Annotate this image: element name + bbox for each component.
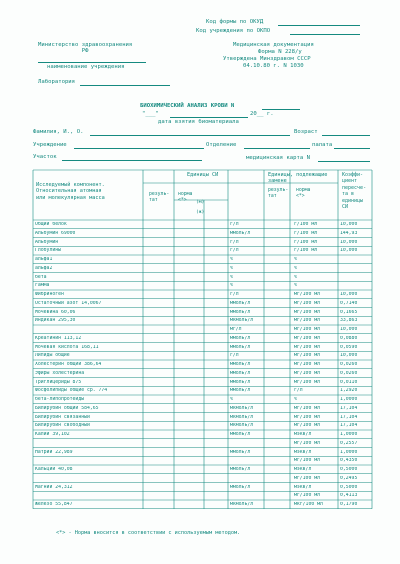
row-old-unit: мг/100 мл [294,475,320,481]
row-si-unit: мкмоль/л [230,502,254,507]
row-old-unit: % [294,283,297,289]
row-result-cell[interactable] [144,467,164,473]
row-norm-cell[interactable] [175,406,195,412]
row-old-unit: г/л [294,388,303,394]
row-old-unit: % [294,397,297,402]
row-result-cell[interactable] [144,476,164,482]
row-si-unit: ммоль/л [230,230,251,236]
row-result2-cell[interactable] [265,397,285,403]
row-result2-cell[interactable] [265,336,285,342]
footnote: <*> - Норма вносится в соответствии с используемым методом. [56,530,241,536]
row-coefficient: 1,0000 [340,432,358,437]
row-si-unit: % [230,397,233,402]
row-old-unit: мг/100 мл [294,344,320,350]
row-old-unit: мг/100 мл [294,405,320,411]
row-coefficient: 144,93 [340,230,358,236]
row-result2-cell[interactable] [265,301,285,307]
row-coefficient: 10,000 [340,222,358,227]
row-result-cell[interactable] [144,283,164,289]
row-result-cell[interactable] [144,248,164,254]
row-old-unit: % [294,257,297,262]
approved-date: 04.10.80 г. N 1030 [243,63,304,69]
row-norm-cell[interactable] [175,415,195,421]
row-old-unit: мэкв/л [294,432,312,437]
row-result2-cell[interactable] [265,432,285,438]
row-coefficient: 0,0260 [340,362,358,367]
row-result2-cell[interactable] [265,353,285,359]
row-component: Креатинин 113,12 [35,335,82,341]
row-coefficient: 0,1790 [340,502,358,507]
row-norm-cell[interactable] [175,380,195,386]
row-norm-cell[interactable] [175,432,195,438]
row-norm-cell[interactable] [175,266,195,272]
row-result2-cell[interactable] [265,502,285,508]
row-norm-cell[interactable] [175,441,195,447]
row-coefficient: 0,2495 [340,475,358,481]
row-si-unit: % [230,265,233,271]
row-result-cell[interactable] [144,222,164,228]
row-result-cell[interactable] [144,423,164,429]
row-si-unit: ммоль/л [230,449,251,455]
row-result-cell[interactable] [144,231,164,237]
row-result2-cell[interactable] [265,458,285,464]
row-norm-cell[interactable] [175,388,195,394]
row-result-cell[interactable] [144,266,164,272]
row-si-unit: ммоль/л [230,300,251,306]
row-old-unit: мг/100 мл [294,423,320,429]
row-old-unit: мг/100 мл [294,335,320,341]
row-old-unit: мэкв/л [294,484,312,490]
row-result2-cell[interactable] [265,493,285,499]
col-coef-header: Коэффи- циент пересче- та в единицы СИ [342,172,367,211]
row-coefficient: 0,4113 [340,493,358,499]
row-norm-cell[interactable] [175,458,195,464]
card-label: медицинская карта N [246,155,310,161]
row-old-unit: мэкв/л [294,467,312,472]
row-norm-cell[interactable] [175,231,195,237]
row-result2-cell[interactable] [265,380,285,386]
row-si-unit: мг/л [230,327,242,332]
row-result-cell[interactable] [144,257,164,263]
row-result-cell[interactable] [144,380,164,386]
row-si-unit: % [230,283,233,289]
row-component: Фосфолипиды общие ср. 774 [35,388,108,394]
row-coefficient: 1,0000 [340,449,358,455]
row-si-unit: мкмоль/л [230,318,254,324]
row-result-cell[interactable] [144,502,164,508]
ministry-label: Министерство здравоохранения РФ [38,42,133,54]
row-result2-cell[interactable] [265,310,285,316]
district-label: Участок [33,154,57,160]
row-norm-cell[interactable] [175,292,195,298]
row-norm-cell[interactable] [175,240,195,246]
row-norm-cell[interactable] [175,485,195,491]
row-component: Глобулины [35,248,61,254]
row-result-cell[interactable] [144,310,164,316]
row-norm-cell[interactable] [175,467,195,473]
row-coefficient: 10,000 [340,239,358,245]
row-norm-cell[interactable] [175,397,195,403]
row-component: Калий 39,102 [35,432,70,437]
row-component: Альбумин 69000 [35,230,76,236]
row-si-unit: ммоль/л [230,335,251,341]
row-result-cell[interactable] [144,397,164,403]
row-old-unit: мг/100 мл [294,353,320,359]
row-result-cell[interactable] [144,327,164,333]
row-result2-cell[interactable] [265,485,285,491]
row-norm-cell[interactable] [175,222,195,228]
col-replaced-header: Единицы, подлежащие замене [268,172,328,185]
row-si-unit: г/л [230,222,239,227]
institution-label: наименование учреждения [47,64,125,70]
col-norm-m-header: (м) [196,200,205,205]
row-norm-cell[interactable] [175,450,195,456]
col-si-header: Единицы СИ [187,172,219,178]
row-coefficient: 0,5000 [340,467,358,472]
row-norm-cell[interactable] [175,301,195,307]
row-coefficient: 0,0590 [340,344,358,350]
ward-label: палата [312,142,333,148]
med-doc-label: Медицинская документация [233,42,314,48]
row-si-unit: % [230,257,233,262]
row-coefficient: 0,5000 [340,484,358,490]
row-si-unit: ммоль/л [230,388,251,394]
row-coefficient: 0,0880 [340,335,358,341]
row-result2-cell[interactable] [265,318,285,324]
row-norm-cell[interactable] [175,327,195,333]
row-si-unit: % [230,274,233,280]
row-norm-cell[interactable] [175,371,195,377]
row-norm-cell[interactable] [175,336,195,342]
row-result2-cell[interactable] [265,266,285,272]
row-si-unit: ммоль/л [230,370,251,376]
row-si-unit: ммоль/л [230,362,251,367]
row-component: бета [35,274,47,280]
row-old-unit: мг/100 мл [294,440,320,446]
row-norm-cell[interactable] [175,318,195,324]
row-old-unit: мг/100 мл [294,379,320,385]
row-component: Общий белок [35,222,67,227]
row-si-unit: ммоль/л [230,344,251,350]
row-coefficient: 10,000 [340,292,358,297]
row-result2-cell[interactable] [265,345,285,351]
row-result-cell[interactable] [144,458,164,464]
okud-label: Код формы по ОКУД [206,19,264,25]
date-day: "___" [142,111,159,117]
row-component: Мочевая кислота 168,11 [35,344,99,350]
row-si-unit: ммоль/л [230,379,251,385]
date-year: 20__ г. [250,111,274,117]
row-component: Триглицериды 875 [35,379,82,385]
row-norm-cell[interactable] [175,275,195,281]
row-component: бета-липопротеиды [35,397,85,402]
row-result-cell[interactable] [144,450,164,456]
row-result2-cell[interactable] [265,275,285,281]
row-old-unit: мг/100 мл [294,300,320,306]
col-result-header: резуль- тат [149,192,170,203]
row-si-unit: г/л [230,239,239,245]
row-result-cell[interactable] [144,353,164,359]
row-result-cell[interactable] [144,485,164,491]
row-old-unit: мг/100 мл [294,370,320,376]
row-norm-cell[interactable] [175,353,195,359]
row-result-cell[interactable] [144,336,164,342]
row-si-unit: мкмоль/л [230,423,254,429]
row-si-unit: ммоль/л [230,484,251,490]
row-result-cell[interactable] [144,362,164,368]
col-norm-j-header: (ж) [196,210,205,215]
row-old-unit: г/100 мл [294,230,318,236]
row-coefficient: 0,0260 [340,370,358,376]
row-result2-cell[interactable] [265,467,285,473]
row-component: Остаточный азот 14,0067 [35,300,102,306]
row-old-unit: г/100 мл [294,222,318,227]
row-component: альфа1 [35,257,53,262]
row-component: Индикан 295,30 [35,318,76,324]
col-component-header: Исследуемый компонент. Относительная атомная или молекулярная масса [36,182,105,201]
row-old-unit: мг/100 мл [294,458,320,464]
row-result2-cell[interactable] [265,415,285,421]
row-result-cell[interactable] [144,345,164,351]
fio-label: Фамилия, И., О. [33,129,84,135]
row-coefficient: 0,4350 [340,458,358,464]
row-norm-cell[interactable] [175,248,195,254]
row-old-unit: мг/100 мл [294,292,320,297]
row-si-unit: мкмоль/л [230,414,254,420]
row-result2-cell[interactable] [265,406,285,412]
row-old-unit: % [294,274,297,280]
row-result2-cell[interactable] [265,476,285,482]
row-coefficient: 1,0000 [340,397,358,402]
row-result2-cell[interactable] [265,283,285,289]
row-result2-cell[interactable] [265,371,285,377]
row-result2-cell[interactable] [265,388,285,394]
row-result-cell[interactable] [144,240,164,246]
row-result-cell[interactable] [144,441,164,447]
row-component: Фибриноген [35,292,64,297]
row-coefficient: 10,000 [340,353,358,359]
row-result-cell[interactable] [144,415,164,421]
row-component: гамма [35,283,50,289]
row-norm-cell[interactable] [175,423,195,429]
col-norm-header: норма <*> [178,192,193,203]
row-result2-cell[interactable] [265,231,285,237]
document-title: БИОХИМИЧЕСКИЙ АНАЛИЗ КРОВИ N [140,103,235,109]
row-old-unit: мг/100 мл [294,414,320,420]
row-coefficient: 0,7140 [340,300,358,306]
row-coefficient: 17,104 [340,414,358,420]
row-norm-cell[interactable] [175,257,195,263]
row-component: Билирубин свободный [35,423,90,429]
row-si-unit: г/л [230,248,239,254]
row-old-unit: мг/100 мл [294,493,320,499]
row-si-unit: ммоль/л [230,432,251,437]
row-norm-cell[interactable] [175,310,195,316]
row-old-unit: % [294,265,297,271]
row-si-unit: мкмоль/л [230,405,254,411]
row-result-cell[interactable] [144,371,164,377]
row-si-unit: г/л [230,353,239,359]
row-old-unit: мэкв/л [294,449,312,455]
row-result-cell[interactable] [144,406,164,412]
row-result2-cell[interactable] [265,222,285,228]
row-old-unit: мг/100 мл [294,318,320,324]
row-coefficient: 0,2557 [340,440,358,446]
age-label: Возраст [294,129,318,135]
okpo-label: Код учреждения по ОКПО [196,28,271,34]
row-coefficient: 17,104 [340,405,358,411]
row-component: Альбумин [35,239,59,245]
row-result2-cell[interactable] [265,240,285,246]
row-result2-cell[interactable] [265,362,285,368]
row-component: Натрий 22,989 [35,449,73,455]
row-result-cell[interactable] [144,388,164,394]
approved-label: Утверждена Минздравом СССР [223,56,311,62]
row-result2-cell[interactable] [265,327,285,333]
row-result-cell[interactable] [144,275,164,281]
row-coefficient: 1,2920 [340,388,358,394]
row-component: Билирубин связанный [35,414,90,420]
row-old-unit: г/100 мл [294,239,318,245]
row-component: альфа2 [35,265,53,271]
row-result2-cell[interactable] [265,248,285,254]
row-old-unit: мг/100 мл [294,327,320,332]
row-coefficient: 10,000 [340,327,358,332]
row-norm-cell[interactable] [175,345,195,351]
row-norm-cell[interactable] [175,493,195,499]
row-result-cell[interactable] [144,432,164,438]
row-result2-cell[interactable] [265,441,285,447]
row-norm-cell[interactable] [175,502,195,508]
row-coefficient: 33,863 [340,318,358,324]
row-si-unit: г/л [230,292,239,297]
row-component: Мочевина 60,06 [35,309,76,315]
facility-label: Учреждение [33,142,67,148]
row-old-unit: г/100 мл [294,248,318,254]
row-component: Магний 24,312 [35,484,73,490]
department-label: Отделение [206,142,237,148]
row-component: Кальций 40,08 [35,467,73,472]
col-norm2-header: норма <*> [296,188,311,199]
row-component: Липиды общие [35,353,70,359]
row-si-unit: ммоль/л [230,309,251,315]
row-coefficient: 0,1665 [340,309,358,315]
row-old-unit: мг/100 мл [294,309,320,315]
row-coefficient: 17,104 [340,423,358,429]
row-si-unit: ммоль/л [230,467,251,472]
row-result-cell[interactable] [144,301,164,307]
form-number: Форма N 228/у [258,49,302,55]
row-old-unit: мкг/100 мл [294,502,323,507]
row-old-unit: мг/100 мл [294,362,320,367]
row-component: Эфиры холестерина [35,370,85,376]
row-component: Холестерин общий 386,64 [35,362,102,367]
row-norm-cell[interactable] [175,283,195,289]
col-result2-header: резуль- тат [268,188,289,199]
row-component: Билирубин общий 584,65 [35,405,99,411]
date-caption: дата взятия биоматериала [158,119,239,125]
row-coefficient: 0,0110 [340,379,358,385]
row-result-cell[interactable] [144,292,164,298]
row-result2-cell[interactable] [265,292,285,298]
lab-label: Лаборатория [38,79,76,85]
row-result2-cell[interactable] [265,257,285,263]
row-result-cell[interactable] [144,318,164,324]
row-norm-cell[interactable] [175,476,195,482]
row-result2-cell[interactable] [265,450,285,456]
row-component: Железо 55,847 [35,502,73,507]
row-result2-cell[interactable] [265,423,285,429]
row-result-cell[interactable] [144,493,164,499]
row-coefficient: 10,000 [340,248,358,254]
row-norm-cell[interactable] [175,362,195,368]
